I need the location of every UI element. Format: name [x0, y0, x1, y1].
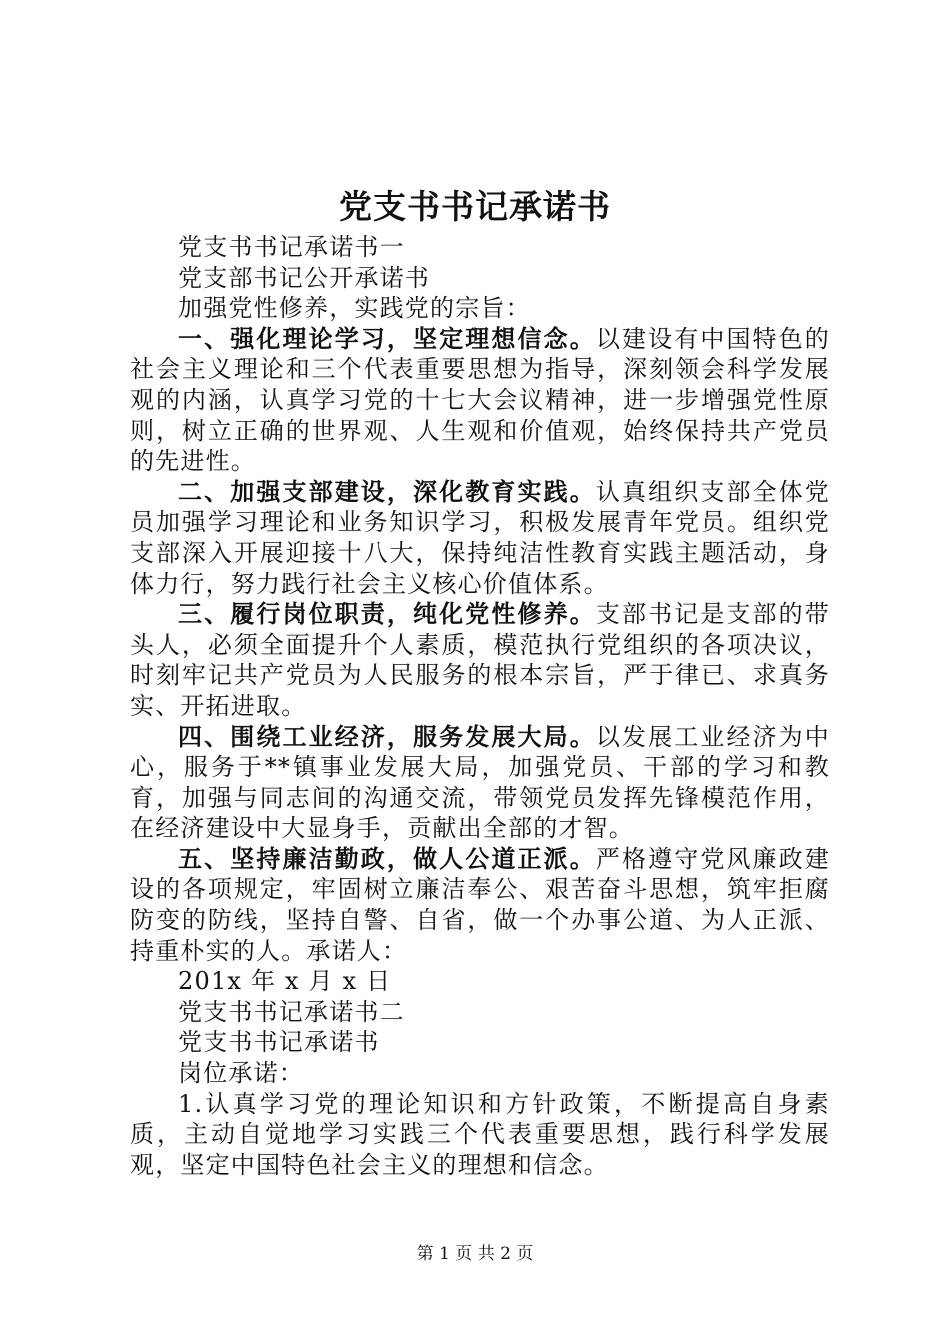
paragraph-text: 以发展工业经济为中心，服务于**镇事业发展大局，加强党员、干部的学习和教育，加强与同志间的沟通交流，带领党员发挥先锋模范作用，在经济建设中大显身手，贡献出全部的才智。 [130, 722, 830, 843]
paragraph-text: 党支书书记承诺书 [178, 1028, 380, 1057]
paragraph-text: 201x 年 x 月 x 日 [178, 967, 392, 996]
paragraph-text: 支部书记是支部的带头人，必须全面提升个人素质，模范执行党组织的各项决议，时刻牢记共产党员为人民服务的根本宗旨，严于律已、求真务实、开拓进取。 [130, 600, 830, 720]
paragraph [130, 997, 830, 1028]
paragraph [130, 232, 830, 263]
paragraph [130, 293, 830, 324]
paragraph-heading: 一、强化理论学习，坚定理想信念。 [178, 323, 596, 353]
paragraph [130, 477, 830, 599]
paragraph-text: 党支书书记承诺书一 [178, 233, 405, 261]
paragraph-text: 严格遵守党风廉政建设的各项规定，牢固树立廉洁奉公、艰苦奋斗思想，筑牢拒腐防变的防线，坚持自警、自省，做一个办事公道、为人正派、持重朴实的人。承诺人： [130, 844, 830, 965]
paragraph [130, 599, 830, 721]
paragraph [130, 722, 830, 844]
page-footer: 第 1 页 共 2 页 [416, 1244, 534, 1264]
paragraph [130, 844, 830, 966]
paragraph-text: 党支部书记公开承诺书 [178, 263, 430, 292]
paragraph [130, 1089, 830, 1181]
paragraph-heading: 五、坚持廉洁勤政，做人公道正派。 [178, 843, 596, 873]
paragraph-text: 认真组织支部全体党员加强学习理论和业务知识学习，积极发展青年党员。组织党支部深入开展迎接十八大，保持纯洁性教育实践主题活动，身体力行，努力践行社会主义核心价值体系。 [130, 477, 830, 598]
paragraph [130, 1027, 830, 1058]
document-title: 党支书书记承诺书 [339, 187, 611, 226]
paragraph [130, 263, 830, 294]
paragraph-text: 党支书书记承诺书二 [178, 997, 405, 1026]
document-body [130, 232, 830, 1180]
paragraph-heading: 三、履行岗位职责，纯化党性修养。 [178, 599, 596, 629]
paragraph-text: 岗位承诺： [178, 1059, 304, 1088]
paragraph [130, 966, 830, 997]
paragraph-heading: 四、围绕工业经济，服务发展大局。 [178, 721, 596, 751]
paragraph-text: 以建设有中国特色的社会主义理论和三个代表重要思想为指导，深刻领会科学发展观的内涵，认真学习党的十七大会议精神，进一步增强党性原则，树立正确的世界观、人生观和价值观，始终保持共产党员的先进性。 [130, 324, 830, 476]
paragraph [130, 324, 830, 477]
paragraph-text: 加强党性修养，实践党的宗旨： [178, 294, 531, 323]
paragraph-heading: 二、加强支部建设，深化教育实践。 [178, 476, 596, 506]
paragraph [130, 1058, 830, 1089]
paragraph-text: 1.认真学习党的理论知识和方针政策，不断提高自身素质，主动自觉地学习实践三个代表重要思想，践行科学发展观，坚定中国特色社会主义的理想和信念。 [130, 1089, 830, 1179]
